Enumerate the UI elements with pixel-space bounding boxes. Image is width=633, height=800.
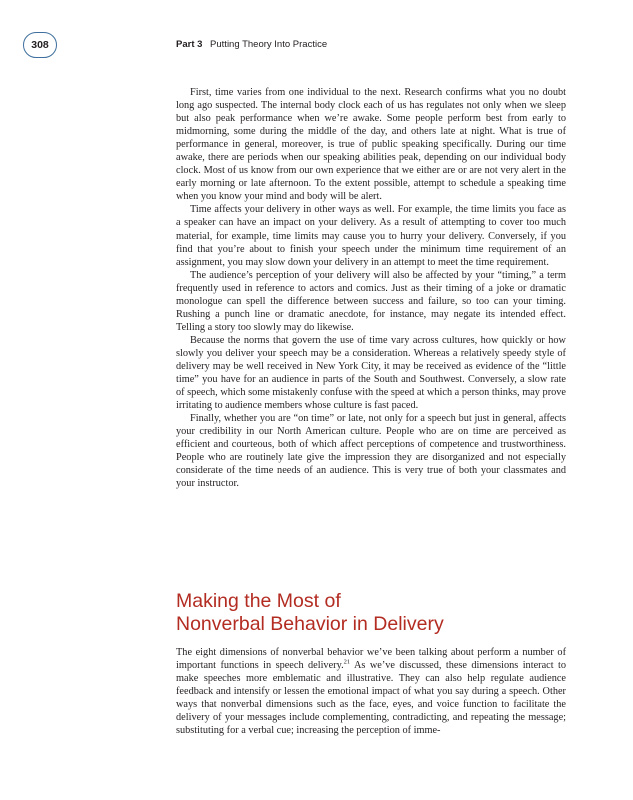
section-heading-line-2: Nonverbal Behavior in Delivery — [176, 613, 444, 635]
page-number: 308 — [31, 39, 49, 51]
body-text-top — [176, 86, 566, 490]
paragraph-time-individual: First, time varies from one individual to the next. Research confirms what you no doubt long ago suspected. The internal body clock each of us has regulates not only when we sleep but also peak performance when we’re awake. Some people perform best from early to midmorning, some during the middle of the day, and others late at night. What is true of performance in general, moreover, is true of public speaking specifically. During our time awake, there are periods when our speaking abilities peak, depending on our individual body clock. Most of us know from our own experience that we either are or are not very alert in the early morning or late afternoon. To the extent possible, attempt to schedule a speaking time when you know your mind and body will be alert. — [176, 87, 566, 203]
intro-text-part-2: As we’ve discussed, these dimensions interact to make speeches more emblematic and illustrative. They can also help regulate audience feedback and intensify or lessen the emotional impact of what you say during a speech. Other ways that nonverbal dimensions such as the face, eyes, and voice function to facilitate the delivery of your messages include complementing, contradicting, and repeating the message; substituting for a verbal cue; increasing the perception of imme- — [176, 660, 566, 737]
paragraph-timing: The audience’s perception of your delivery will also be affected by your “timing,” a term frequently used in reference to actors and comics. Just as their timing of a joke or dramatic monologue can spell the difference between success and failure, so too can your timing. Rushing a punch line or dramatic anecdote, for instance, may negate its intended effect. Telling a story too slowly may do likewise. — [176, 269, 566, 333]
part-label: Part 3 — [176, 39, 203, 50]
running-head — [176, 39, 327, 50]
section-heading-line-1: Making the Most of — [176, 590, 341, 612]
intro-text-part-1: The eight dimensions of nonverbal behavior we’ve been talking about perform a number of important functions in speech delivery. — [176, 647, 566, 672]
page-number-badge — [23, 32, 57, 58]
part-title: Putting Theory Into Practice — [210, 39, 328, 50]
section-heading — [176, 590, 576, 636]
footnote-marker: 21 — [343, 658, 351, 666]
paragraph-cultural-norms: Because the norms that govern the use of time vary across cultures, how quickly or how slowly you deliver your speech may be a consideration. Whereas a relatively speedy style of delivery may be well received in New York City, it may be received as evidence of the “little time” you have for an audience in parts of the South and Southwest. Conversely, a slow rate of speech, which some mistakenly confuse with the speed at which a person thinks, may prove irritating to audience members whose culture is fast paced. — [176, 334, 566, 412]
paragraph-nonverbal-intro — [176, 646, 566, 737]
paragraph-on-time: Finally, whether you are “on time” or late, not only for a speech but just in general, affects your credibility in our North American culture. People who are on time are perceived as efficient and courteous, both of which affect perceptions of competence and trustworthiness. People who are routinely late give the impression they are disorganized and not especially considerate of the time needs of an audience. This is very true of both your classmates and your instructor. — [176, 413, 566, 490]
body-text-section — [176, 646, 566, 737]
paragraph-time-limits: Time affects your delivery in other ways as well. For example, the time limits you face as a speaker can have an impact on your delivery. As a result of attempting to cover too much material, for example, time limits may cause you to hurry your delivery. Conversely, if you find that you’re about to finish your speech under the minimum time requirement of an assignment, you may slow down your delivery in an attempt to meet the time requirement. — [176, 204, 566, 268]
